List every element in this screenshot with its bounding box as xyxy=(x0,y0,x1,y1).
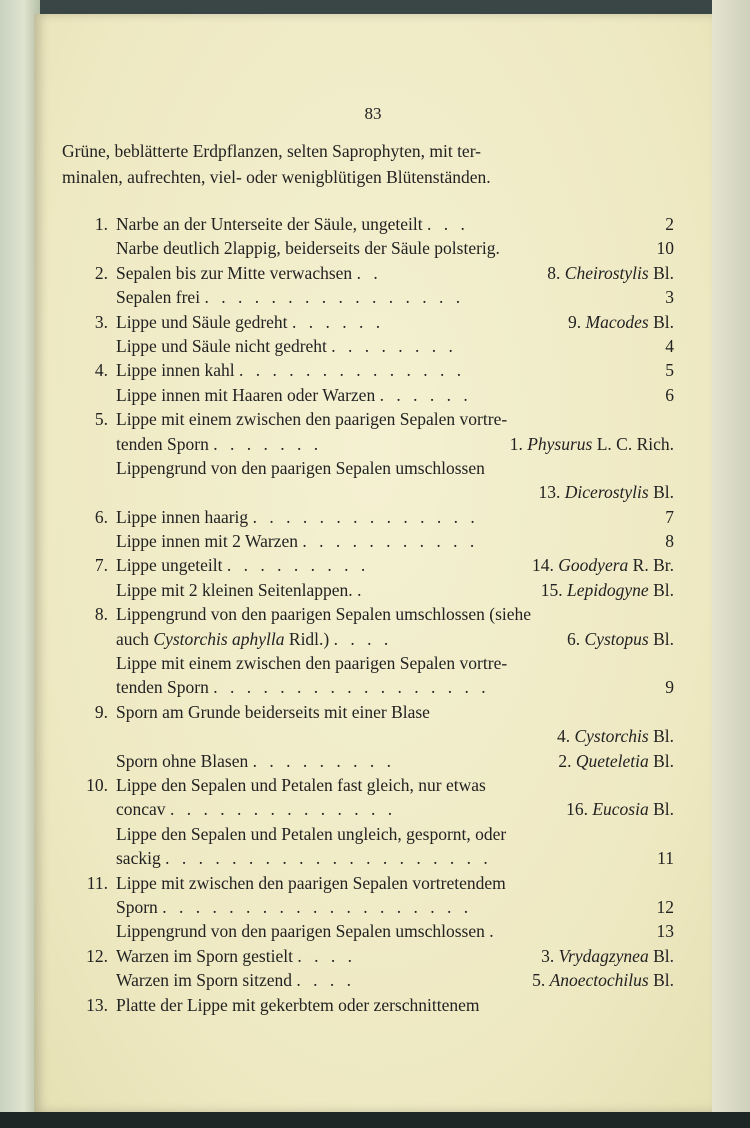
leader-dots: . . . . . . . . . . . . . . xyxy=(252,506,479,527)
key-number: 7. xyxy=(94,555,108,576)
key-description: Sepalen bis zur Mitte verwachsen xyxy=(116,262,353,283)
couplet-reference: 8 xyxy=(665,531,674,552)
couplet-reference: 11 xyxy=(657,848,674,869)
key-description: Lippengrund von den paarigen Sepalen umschlossen xyxy=(116,921,485,942)
genus-name: Physurus xyxy=(527,433,593,454)
leader-dots: . . . . . . xyxy=(379,384,472,405)
key-text xyxy=(116,212,624,236)
key-description: Warzen im Sporn sitzend xyxy=(116,970,292,991)
leader-dots: . . . . xyxy=(297,945,356,966)
genus-name: Cystopus xyxy=(584,628,649,649)
key-row xyxy=(74,285,674,309)
genus-reference xyxy=(566,797,674,821)
key-number: 4. xyxy=(94,360,108,381)
key-description: Lippengrund von den paarigen Sepalen umschlossen (siehe xyxy=(116,604,532,625)
key-description: Lippe den Sepalen und Petalen ungleich, gespornt, oder xyxy=(116,823,507,844)
genus-name: Goodyera xyxy=(558,555,629,576)
key-number: 10. xyxy=(86,774,108,795)
book-cover-bottom xyxy=(0,1112,750,1128)
key-row xyxy=(74,651,674,675)
key-row xyxy=(74,919,674,943)
key-row xyxy=(74,602,674,626)
genus-number: 15. xyxy=(540,579,563,600)
key-description: sackig xyxy=(116,848,161,869)
genus-author: Bl. xyxy=(653,970,674,991)
genus-name: Lepidogyne xyxy=(567,579,649,600)
leader-dots: . . . . . . . . . . . . . . . . . . . xyxy=(162,896,473,917)
genus-name: Macodes xyxy=(585,311,649,332)
key-row xyxy=(74,968,674,992)
genus-reference xyxy=(558,749,674,773)
genus-reference xyxy=(541,578,674,602)
key-description: Lippe mit zwischen den paarigen Sepalen vortretendem xyxy=(116,872,506,893)
leader-dots: . . . . . . . xyxy=(213,433,323,454)
key-description: Lippe den Sepalen und Petalen fast gleich, nur etwas xyxy=(116,774,486,795)
key-number: 1. xyxy=(94,214,108,234)
genus-name: Anoectochilus xyxy=(549,970,649,991)
leader-dots: . . . xyxy=(426,214,469,234)
key-row xyxy=(74,675,674,699)
genus-name: Dicerostylis xyxy=(564,482,649,503)
key-description: Lippe und Säule gedreht xyxy=(116,311,288,332)
genus-author: L. C. Rich. xyxy=(596,433,674,454)
key-text xyxy=(116,895,624,919)
key-row xyxy=(74,432,674,456)
couplet-reference: 12 xyxy=(656,896,674,917)
genus-reference xyxy=(557,724,674,748)
leader-dots: . . . . . . . . . . . . . . . . xyxy=(204,287,465,308)
key-row xyxy=(74,236,674,260)
key-row xyxy=(74,944,674,968)
leader-dots: . xyxy=(489,921,498,942)
key-row xyxy=(74,480,674,504)
key-description: concav xyxy=(116,799,166,820)
key-row xyxy=(74,529,674,553)
key-text xyxy=(116,700,674,724)
leader-dots: . . . . . . . . . . . . . . . . . xyxy=(213,677,490,698)
key-description: Lippengrund von den paarigen Sepalen umschlossen xyxy=(116,457,485,478)
key-text xyxy=(116,993,674,1017)
genus-author: Bl. xyxy=(653,750,674,771)
leader-dots: . . . . . . xyxy=(291,311,385,332)
couplet-reference: 3 xyxy=(665,287,674,308)
couplet-reference: 9 xyxy=(665,677,674,698)
key-number: 9. xyxy=(94,701,108,722)
key-row xyxy=(74,797,674,821)
leader-dots: . . . . . . . . . . . . . . . . . . . . xyxy=(165,848,492,869)
key-text xyxy=(116,456,674,480)
genus-number: 8. xyxy=(547,262,561,283)
genus-author: Bl. xyxy=(653,726,674,747)
key-description: Lippe innen mit 2 Warzen xyxy=(116,531,298,552)
genus-author: Bl. xyxy=(653,628,674,649)
key-number: 2. xyxy=(94,262,108,283)
genus-number: 1. xyxy=(509,433,523,454)
key-text xyxy=(116,334,624,358)
key-number: 11. xyxy=(86,872,108,893)
key-text xyxy=(116,797,624,821)
book-page xyxy=(34,14,712,1112)
key-row xyxy=(74,261,674,285)
key-description: Lippe innen haarig xyxy=(116,506,249,527)
key-description: Narbe an der Unterseite der Säule, ungeteilt xyxy=(116,214,423,234)
genus-author: Bl. xyxy=(653,482,674,503)
genus-author: Bl. xyxy=(653,311,674,332)
key-row xyxy=(74,383,674,407)
key-text xyxy=(116,310,624,334)
couplet-reference: 5 xyxy=(665,360,674,381)
key-number: 5. xyxy=(94,409,108,430)
key-text xyxy=(116,602,674,626)
genus-number: 3. xyxy=(541,945,555,966)
key-description: Sepalen frei xyxy=(116,287,201,308)
key-description: tenden Sporn xyxy=(116,433,209,454)
genus-number: 16. xyxy=(566,799,588,820)
genus-author: Bl. xyxy=(653,799,674,820)
page-number: 83 xyxy=(364,104,382,123)
genus-reference xyxy=(532,968,674,992)
leader-dots: . . xyxy=(356,262,382,283)
genus-name: Queteletia xyxy=(575,750,649,771)
key-row xyxy=(74,895,674,919)
key-text xyxy=(116,285,624,309)
key-description: Lippe mit 2 kleinen Seitenlappen. xyxy=(116,579,353,600)
key-text xyxy=(116,383,624,407)
genus-number: 13. xyxy=(538,482,561,503)
key-description: Sporn xyxy=(116,896,158,917)
key-text xyxy=(116,822,674,846)
key-text xyxy=(116,773,674,797)
genus-reference xyxy=(547,261,674,285)
key-row xyxy=(74,212,674,236)
genus-author: Bl. xyxy=(653,945,674,966)
key-description: Lippe mit einem zwischen den paarigen Sepalen vortre- xyxy=(116,653,508,674)
key-text xyxy=(116,505,624,529)
key-row xyxy=(74,871,674,895)
genus-name: Eucosia xyxy=(592,799,649,820)
genus-number: 2. xyxy=(558,750,572,771)
couplet-reference: 13 xyxy=(656,921,674,942)
key-row xyxy=(74,334,674,358)
genus-reference xyxy=(541,944,674,968)
leader-dots: . . . . xyxy=(333,628,393,649)
leader-dots: . . . . xyxy=(296,970,355,991)
key-text xyxy=(116,358,624,382)
couplet-reference: 2 xyxy=(665,214,674,234)
key-description: Sporn am Grunde beiderseits mit einer Blase xyxy=(116,701,430,722)
genus-author: Bl. xyxy=(653,262,674,283)
key-row xyxy=(74,456,674,480)
genus-name: Cheirostylis xyxy=(564,262,649,283)
key-description: tenden Sporn xyxy=(116,677,209,698)
genus-author: Bl. xyxy=(653,579,674,600)
key-row xyxy=(74,822,674,846)
key-row xyxy=(74,724,674,748)
leader-dots: . xyxy=(357,579,366,600)
key-text xyxy=(116,651,674,675)
key-text xyxy=(116,627,624,651)
key-text xyxy=(116,675,624,699)
key-number: 6. xyxy=(94,506,108,527)
key-text xyxy=(116,846,624,870)
key-row xyxy=(74,407,674,431)
key-row xyxy=(74,773,674,797)
book-cover-right xyxy=(712,0,750,1112)
key-row xyxy=(74,700,674,724)
genus-name: Vrydagzynea xyxy=(558,945,649,966)
key-number: 12. xyxy=(86,945,108,966)
key-description-cont: Ridl.) xyxy=(288,628,330,649)
key-description: Narbe deutlich 2lappig, beiderseits der Säule polsterig. xyxy=(116,238,500,259)
couplet-reference: 4 xyxy=(665,335,674,356)
genus-number: 5. xyxy=(532,970,546,991)
couplet-reference: 6 xyxy=(665,384,674,405)
leader-dots: . . . . . . . . . xyxy=(226,555,370,576)
leader-dots: . . . . . . . . xyxy=(331,335,457,356)
key-row xyxy=(74,627,674,651)
key-description: auch xyxy=(116,628,150,649)
key-description: Lippe ungeteilt xyxy=(116,555,223,576)
key-row xyxy=(74,993,674,1017)
key-row xyxy=(74,553,674,577)
genus-name: Cystorchis xyxy=(574,726,649,747)
genus-reference xyxy=(539,480,674,504)
couplet-reference: 7 xyxy=(665,506,674,527)
key-text xyxy=(116,529,624,553)
key-row xyxy=(74,749,674,773)
key-description: Lippe und Säule nicht gedreht xyxy=(116,335,327,356)
leader-dots: . . . . . . . . . . . xyxy=(302,531,479,552)
inline-species-name: Cystorchis aphylla xyxy=(153,628,285,649)
key-text xyxy=(116,236,624,260)
leader-dots: . . . . . . . . . . . . . . xyxy=(169,799,397,820)
key-text xyxy=(116,749,624,773)
genus-author: R. Br. xyxy=(632,555,674,576)
couplet-reference: 10 xyxy=(656,238,674,259)
key-description: Sporn ohne Blasen xyxy=(116,750,249,771)
genus-number: 6. xyxy=(567,628,581,649)
leader-dots: . . . . . . . . . xyxy=(252,750,395,771)
key-text xyxy=(116,871,674,895)
key-number: 3. xyxy=(94,311,108,332)
key-description: Lippe innen mit Haaren oder Warzen xyxy=(116,384,376,405)
leader-dots: . . . . . . . . . . . . . . xyxy=(238,360,466,381)
intro-paragraph xyxy=(62,138,672,190)
intro-line: Grüne, beblätterte Erdpflanzen, selten Saprophyten, mit ter- xyxy=(62,141,482,161)
genus-reference xyxy=(567,627,674,651)
key-row xyxy=(74,846,674,870)
key-row xyxy=(74,310,674,334)
key-number: 13. xyxy=(86,994,108,1015)
key-description: Lippe innen kahl xyxy=(116,360,235,381)
key-description: Warzen im Sporn gestielt xyxy=(116,945,293,966)
key-number: 8. xyxy=(94,604,108,625)
genus-number: 4. xyxy=(556,726,571,747)
genus-reference xyxy=(532,553,674,577)
key-text xyxy=(116,919,624,943)
intro-line: minalen, aufrechten, viel- oder wenigblütigen Blütenständen. xyxy=(62,167,491,187)
key-description: Lippe mit einem zwischen den paarigen Sepalen vortre- xyxy=(116,409,508,430)
key-row xyxy=(74,505,674,529)
key-text xyxy=(116,407,674,431)
genus-reference xyxy=(568,310,674,334)
genus-number: 9. xyxy=(568,311,582,332)
key-row xyxy=(74,578,674,602)
genus-number: 14. xyxy=(532,555,554,576)
genus-reference xyxy=(510,432,674,456)
key-description: Platte der Lippe mit gekerbtem oder zerschnittenem xyxy=(116,994,480,1015)
identification-key xyxy=(74,212,674,1017)
key-row xyxy=(74,358,674,382)
